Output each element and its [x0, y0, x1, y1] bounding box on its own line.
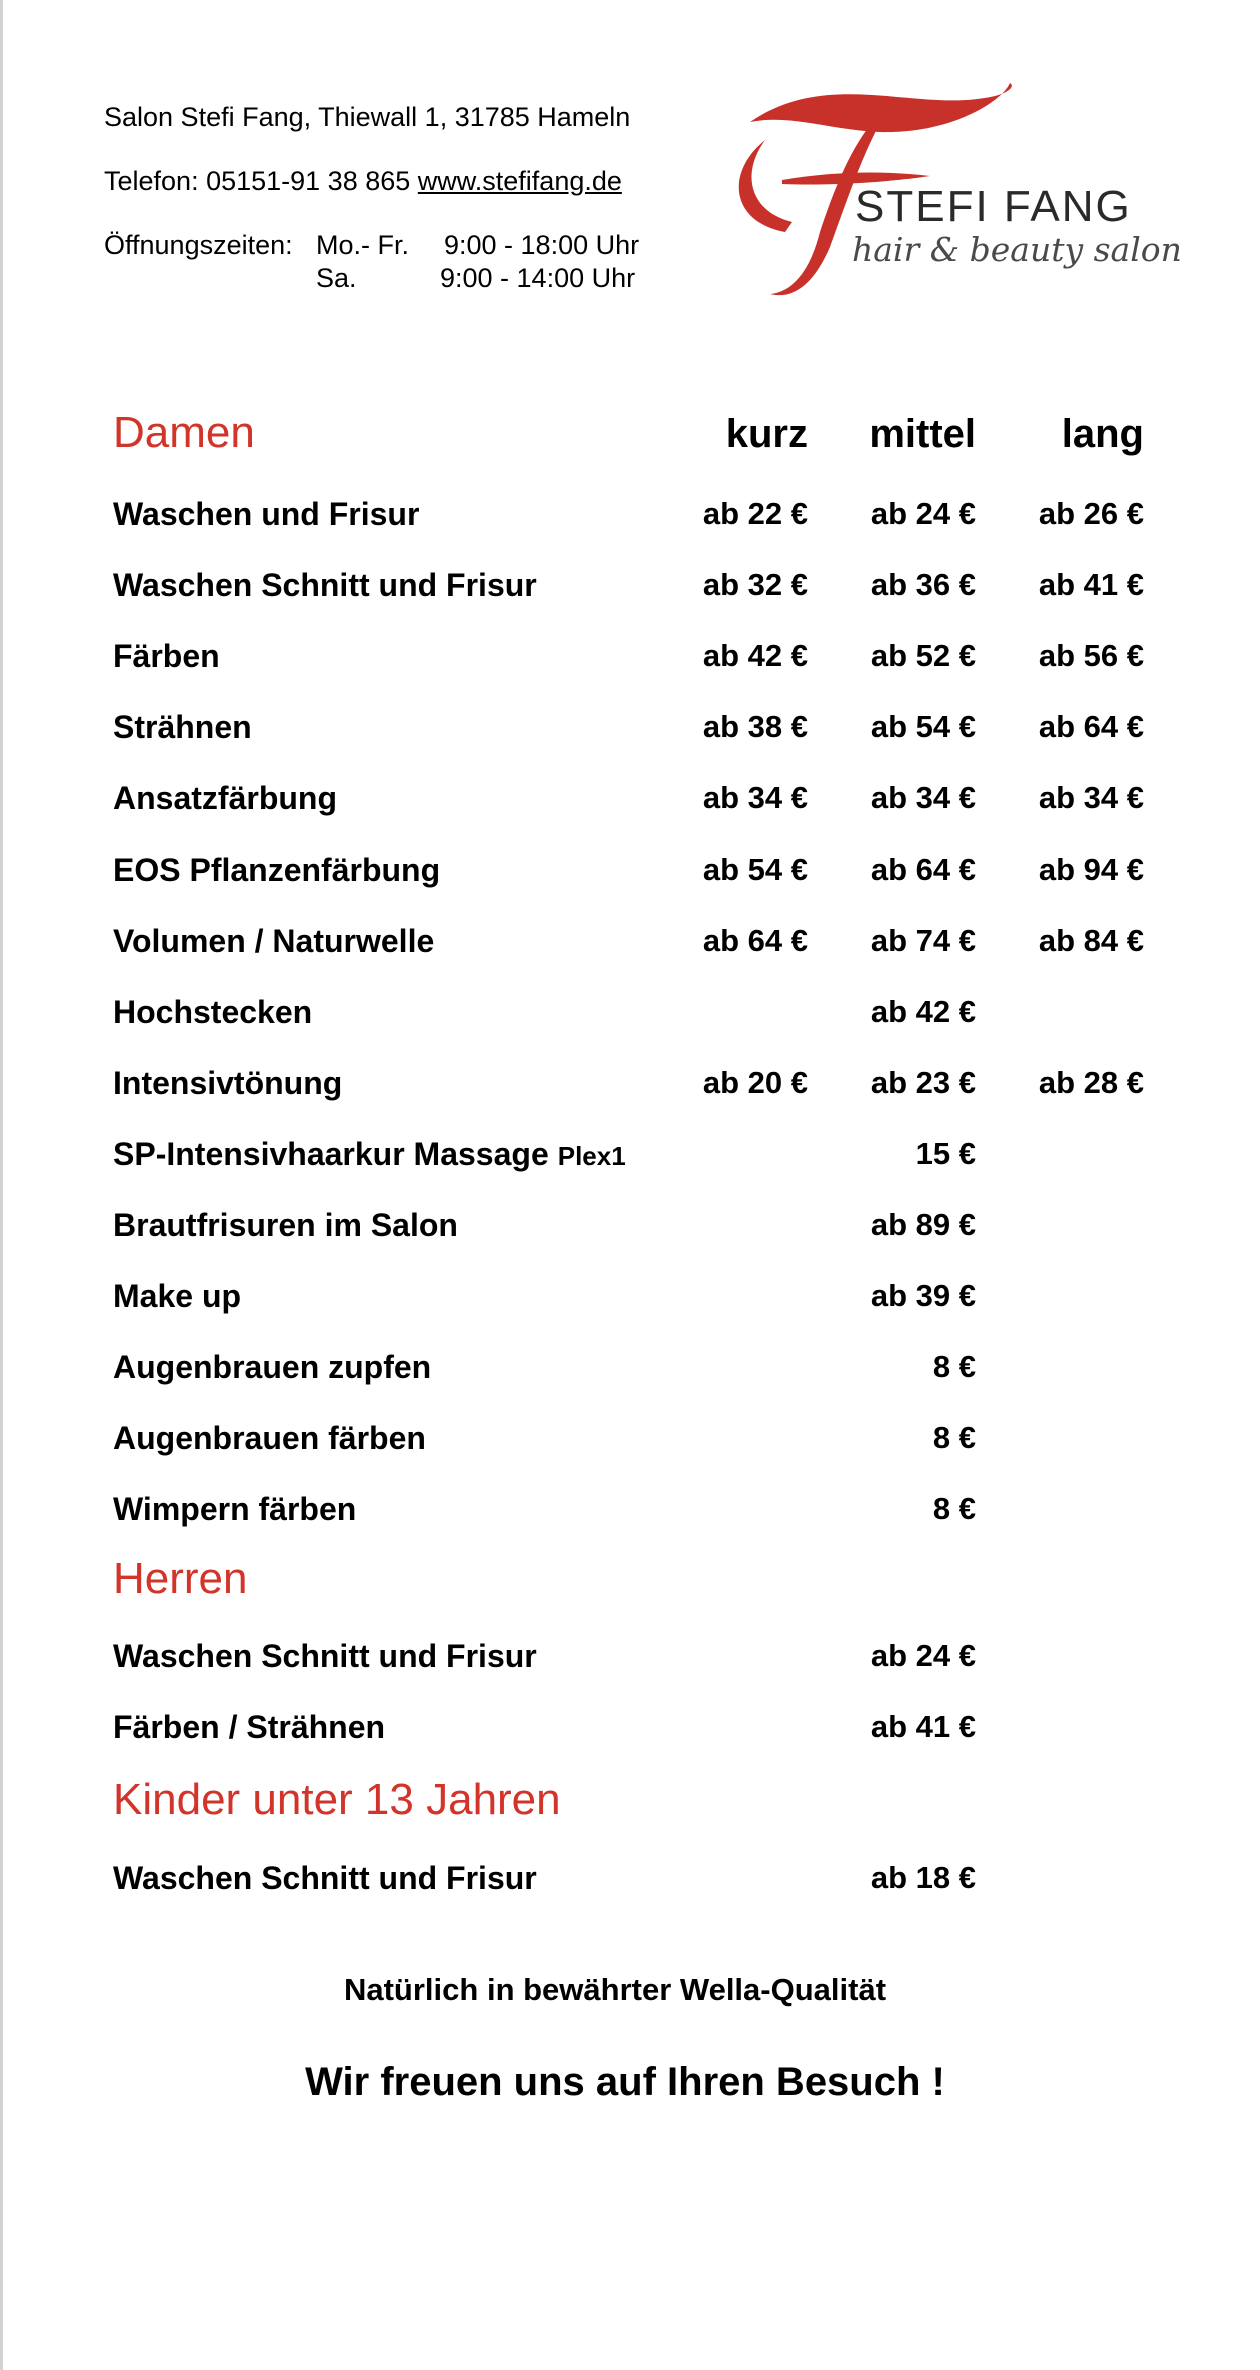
price-mittel: ab 52 € [870, 638, 976, 674]
service-name-text: Färben / Strähnen [113, 1709, 386, 1745]
price-mittel: ab 42 € [870, 993, 976, 1029]
service-name-text: Ansatzfärbung [113, 780, 337, 817]
price-lang: ab 41 € [1038, 567, 1144, 603]
price-kurz: ab 32 € [702, 567, 808, 603]
service-name [113, 1638, 537, 1675]
service-name-text: Augenbrauen zupfen [113, 1349, 432, 1386]
service-name [113, 780, 337, 817]
service-name-text: Wimpern färben [113, 1491, 357, 1528]
price-mittel: ab 23 € [870, 1064, 976, 1100]
price-lang: ab 64 € [1038, 709, 1144, 745]
price-row [0, 1638, 1260, 1688]
price-kurz: ab 38 € [702, 709, 808, 745]
price-mittel: ab 74 € [870, 922, 976, 958]
price-row [0, 709, 1260, 759]
phone: Telefon: 05151-91 38 865 [104, 166, 411, 196]
column-header-kurz: kurz [725, 412, 808, 456]
service-name-text: Intensivtönung [113, 1064, 343, 1101]
price-row [0, 1065, 1260, 1115]
price-mittel: ab 89 € [870, 1207, 976, 1242]
service-name-text: Waschen Schnitt und Frisur [113, 1638, 537, 1674]
service-name [113, 1065, 342, 1102]
price-row [0, 496, 1260, 546]
price-row [0, 1278, 1260, 1328]
service-name-text: Augenbrauen färben [113, 1420, 426, 1457]
service-name [113, 1136, 626, 1173]
price-mittel: 8 € [932, 1491, 976, 1527]
price-row [0, 1420, 1260, 1470]
service-name-text: EOS Pflanzenfärbung [113, 851, 441, 888]
service-name [113, 1207, 458, 1244]
service-name [113, 496, 419, 533]
price-kurz: ab 64 € [702, 922, 808, 958]
price-row [0, 567, 1260, 617]
service-name [113, 709, 252, 746]
service-name [113, 638, 220, 675]
service-name-text: Waschen Schnitt und Frisur [113, 1860, 537, 1896]
price-row [0, 638, 1260, 688]
service-name-text: Brautfrisuren im Salon [113, 1207, 458, 1243]
price-row [0, 1860, 1260, 1910]
service-name [113, 1860, 537, 1897]
service-name [113, 1349, 431, 1386]
price-lang: ab 94 € [1038, 851, 1144, 887]
price-row [0, 1709, 1260, 1759]
price-mittel: 8 € [932, 1420, 976, 1456]
service-name [113, 994, 312, 1031]
price-lang: ab 34 € [1038, 780, 1144, 816]
price-mittel: ab 36 € [870, 567, 976, 603]
service-name-text: Make up [113, 1278, 242, 1315]
price-row [0, 780, 1260, 830]
price-kurz: ab 20 € [702, 1064, 808, 1100]
service-name [113, 1278, 241, 1315]
price-kurz: ab 42 € [702, 638, 808, 674]
price-mittel: 8 € [932, 1349, 976, 1385]
service-name-text: Hochstecken [113, 993, 313, 1030]
service-name [113, 852, 440, 889]
price-kurz: ab 34 € [702, 780, 808, 816]
price-mittel: ab 24 € [870, 1638, 976, 1673]
price-mittel: ab 64 € [870, 851, 976, 887]
service-name-text: Volumen / Naturwelle [113, 922, 435, 959]
service-name [113, 567, 537, 604]
welcome-message: Wir freuen uns auf Ihren Besuch ! [305, 2060, 945, 2104]
service-name-text: Strähnen [113, 709, 252, 746]
price-lang: ab 84 € [1038, 922, 1144, 958]
price-mittel: ab 41 € [870, 1709, 976, 1744]
price-mittel: ab 54 € [870, 709, 976, 745]
hours-time-saturday: 9:00 - 14:00 Uhr [440, 263, 636, 293]
price-lang: ab 26 € [1038, 496, 1144, 531]
price-row [0, 1491, 1260, 1541]
service-name-text: Waschen und Frisur [113, 496, 420, 532]
column-header-lang: lang [1061, 412, 1144, 456]
price-mittel: 15 € [915, 1135, 976, 1171]
column-header-mittel: mittel [869, 412, 976, 456]
service-name [113, 1491, 356, 1528]
price-row [0, 1207, 1260, 1257]
phone-line [104, 166, 622, 197]
price-mittel: ab 18 € [870, 1860, 976, 1895]
hours-label: Öffnungszeiten: [104, 230, 293, 260]
service-name-text: Färben [113, 638, 220, 675]
price-lang: ab 28 € [1038, 1064, 1144, 1100]
service-name [113, 1420, 426, 1457]
section-title-damen: Damen [113, 408, 255, 457]
service-name [113, 923, 434, 960]
hours-days-saturday: Sa. [316, 263, 357, 293]
section-title-herren: Herren [113, 1554, 248, 1603]
price-lang: ab 56 € [1038, 638, 1144, 674]
quality-note: Natürlich in bewährter Wella-Qualität [343, 1972, 887, 2007]
service-name-text: Waschen Schnitt und Frisur [113, 567, 537, 604]
website-link[interactable]: www.stefifang.de [417, 166, 622, 196]
price-mittel: ab 24 € [870, 496, 976, 531]
service-name-suffix: Plex1 [557, 1140, 626, 1171]
logo-name: STEFI FANG [855, 182, 1132, 231]
hours-days-weekday: Mo.- Fr. [316, 230, 409, 260]
service-name [113, 1709, 385, 1746]
price-mittel: ab 34 € [870, 780, 976, 816]
hours-time-weekday: 9:00 - 18:00 Uhr [444, 230, 640, 260]
price-row [0, 923, 1260, 973]
price-row [0, 852, 1260, 902]
price-row [0, 994, 1260, 1044]
service-name-text: SP-Intensivhaarkur Massage [113, 1135, 549, 1172]
price-row [0, 1136, 1260, 1186]
section-title-kinder: Kinder unter 13 Jahren [113, 1775, 561, 1824]
price-kurz: ab 54 € [702, 851, 808, 887]
price-mittel: ab 39 € [870, 1278, 976, 1314]
address: Salon Stefi Fang, Thiewall 1, 31785 Hameln [104, 102, 631, 132]
salon-logo [710, 72, 1182, 312]
price-row [0, 1349, 1260, 1399]
price-kurz: ab 22 € [702, 496, 808, 531]
logo-tagline: hair & beauty salon [852, 230, 1182, 269]
